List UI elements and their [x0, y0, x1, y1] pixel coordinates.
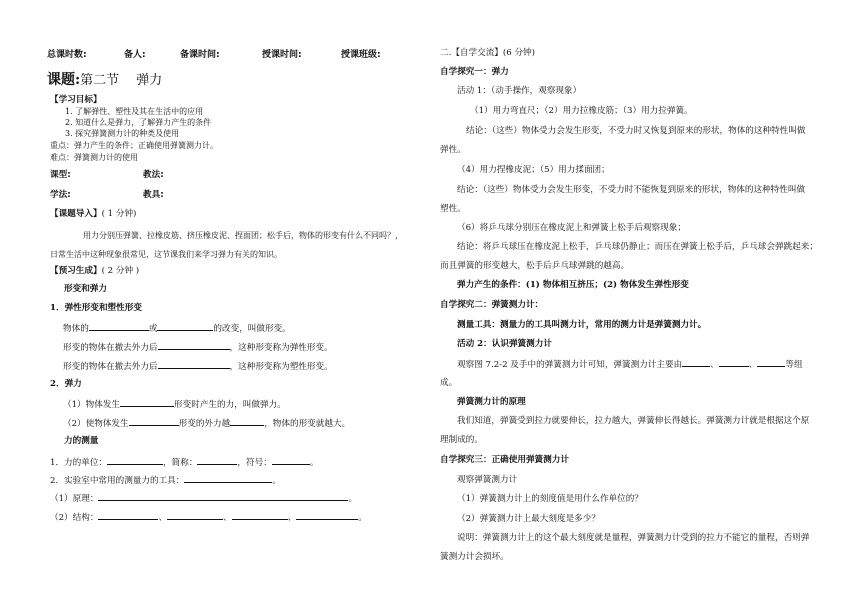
activity-2: 活动 2：认识弹簧测力计 [457, 339, 552, 349]
note-text-cont: 簧测力计会损坏。 [440, 552, 509, 562]
note-text: 说明：弹簧测力计上的这个最大刻度就是量程，弹簧测力计受到的拉力不能它的量程，否则弹 [457, 533, 810, 543]
self-study-section-heading: 二.【自学交流】(6 分钟) [440, 48, 535, 58]
conclusion-3-cont: 而且弹簧的形变越大，松手后乒乓球弹跳的越高。 [440, 261, 630, 271]
fill-line: 1．力的单位： ，简称： ，符号： 。 [50, 458, 319, 468]
intro-time: ( 1 分钟) [101, 209, 137, 219]
fill-line: （2）结构： 、 、 、 。 [50, 513, 367, 523]
goal-item: 2. 知道什么是弹力，了解弹力产生的条件 [65, 118, 212, 127]
prep-time-label: 备课时间: [180, 50, 220, 60]
observe-text: 观察弹簧测力计 [457, 475, 518, 485]
explore-3-heading: 自学探究三：正确使用弹簧测力计 [440, 455, 569, 465]
section-elastic-plastic: 1．弹性形变和塑性形变 [50, 303, 142, 313]
intro-paragraph: 用力分别压弹簧、拉橡皮筋、挤压橡皮泥、捏面团；松手后，物体的形变有什么不同吗？， [83, 231, 403, 240]
activity-1-item-6: （6）将乒乓球分别压在橡皮泥上和弹簧上松手后观察现象； [457, 223, 686, 233]
explore-2-heading: 自学探究二：弹簧测力计： [440, 300, 544, 310]
goals-heading: 【学习目标】 [50, 95, 102, 105]
teaching-method-label: 教法: [143, 170, 164, 180]
fill-line: 形变的物体在撤去外力后 ，这种形变称为弹性形变。 [63, 343, 333, 353]
lesson-title [47, 72, 162, 89]
section-elastic-force: 2．弹力 [50, 379, 82, 389]
subheading-measurement: 力的测量 [64, 436, 99, 446]
preview-time: ( 2 分钟 ) [101, 266, 140, 276]
intro-paragraph: 日常生活中这种现象很常见，这节课我们来学习弹力有关的知识。 [50, 250, 282, 259]
difficulty: 难点：弹簧测力计的使用 [50, 153, 138, 162]
fill-line: 物体的 或 的改变，叫做形变。 [63, 324, 291, 334]
preview-heading-text: 【预习生成】 [50, 266, 102, 276]
measuring-tool: 测量工具：测量力的工具叫测力计，常用的测力计是弹簧测力计。 [457, 320, 707, 330]
activity-1-list-2: （4）用力捏橡皮泥；（5）用力揉面团； [457, 165, 610, 175]
conclusion-1-cont: 弹性。 [440, 145, 466, 155]
explore-1-heading: 自学探究一：弹力 [440, 67, 509, 77]
goal-item: 1. 了解弹性、塑性及其在生活中的应用 [65, 107, 204, 116]
teach-class-label: 授课班级: [341, 50, 381, 60]
question-1: （1）弹簧测力计上的刻度值是用什么作单位的？ [457, 494, 643, 504]
conclusion-2: 结论：（这些）物体受力会发生形变，不受力时不能恢复到原来的形状，物体的这种特性叫做 [457, 185, 806, 195]
fill-line: 形变的物体在撤去外力后 ，这种形变称为塑性形变。 [63, 362, 333, 372]
question-2: （2）弹簧测力计上最大刻度是多少？ [457, 514, 600, 524]
fill-line: 2．实验室中常用的测量力的工具： 。 [50, 476, 281, 486]
lesson-title-text: 第二节 弹力 [80, 73, 163, 88]
fill-line: （2）使物体发生 形变的外力越 ，物体的形变就越大。 [63, 419, 351, 429]
subheading-deformation: 形变和弹力 [64, 284, 107, 294]
activity-1-list: （1）用力弯直尺；（2）用力拉橡皮筋；（3）用力拉弹簧。 [470, 106, 693, 116]
force-conditions: 弹力产生的条件：(1) 物体相互挤压；(2) 物体发生弹性形变 [457, 280, 689, 290]
teaching-aid-label: 教具: [143, 190, 164, 200]
principle-text-cont: 理制成的。 [440, 435, 483, 445]
conclusion-3: 结论：将乒乓球压在橡皮泥上松手，乒乓球仍静止；而压在弹簧上松手后，乒乓球会弹跳起来； [457, 242, 818, 252]
intro-heading-text: 【课题导入】 [50, 209, 102, 219]
observation-line-cont: 成。 [440, 378, 458, 388]
principle-text: 我们知道，弹簧受到拉力就要伸长，拉力越大，弹簧伸长得越长。弹簧测力计就是根据这个原 [457, 416, 810, 426]
conclusion-1: 结论：（这些）物体受力会发生形变，不受力时又恢复到原来的形状，物体的这种特性叫做 [466, 126, 806, 136]
preparer-label: 备人: [124, 50, 146, 60]
intro-heading [50, 209, 136, 220]
conclusion-2-cont: 塑性。 [440, 204, 466, 214]
preview-heading [50, 266, 139, 277]
lesson-title-label: 课题: [47, 72, 81, 88]
key-point: 重点：弹力产生的条件；正确使用弹簧测力计。 [50, 141, 218, 150]
study-method-label: 学法: [50, 190, 71, 200]
lesson-type-label: 课型: [50, 170, 71, 180]
observation-line: 观察图 7.2-2 及手中的弹簧测力计可知，弹簧测力计主要由 、 、 等组 [457, 360, 803, 370]
goal-item: 3. 探究弹簧测力计的种类及使用 [65, 129, 180, 138]
fill-line: （1）原理： 。 [50, 494, 358, 504]
activity-1: 活动 1：（动手操作，观察现象） [457, 86, 582, 96]
fill-line: （1）物体发生 形变时产生的力，叫做弹力。 [63, 400, 286, 410]
total-hours-label: 总课时数: [47, 50, 87, 60]
principle-heading: 弹簧测力计的原理 [457, 397, 526, 407]
teach-time-label: 授课时间: [262, 50, 302, 60]
